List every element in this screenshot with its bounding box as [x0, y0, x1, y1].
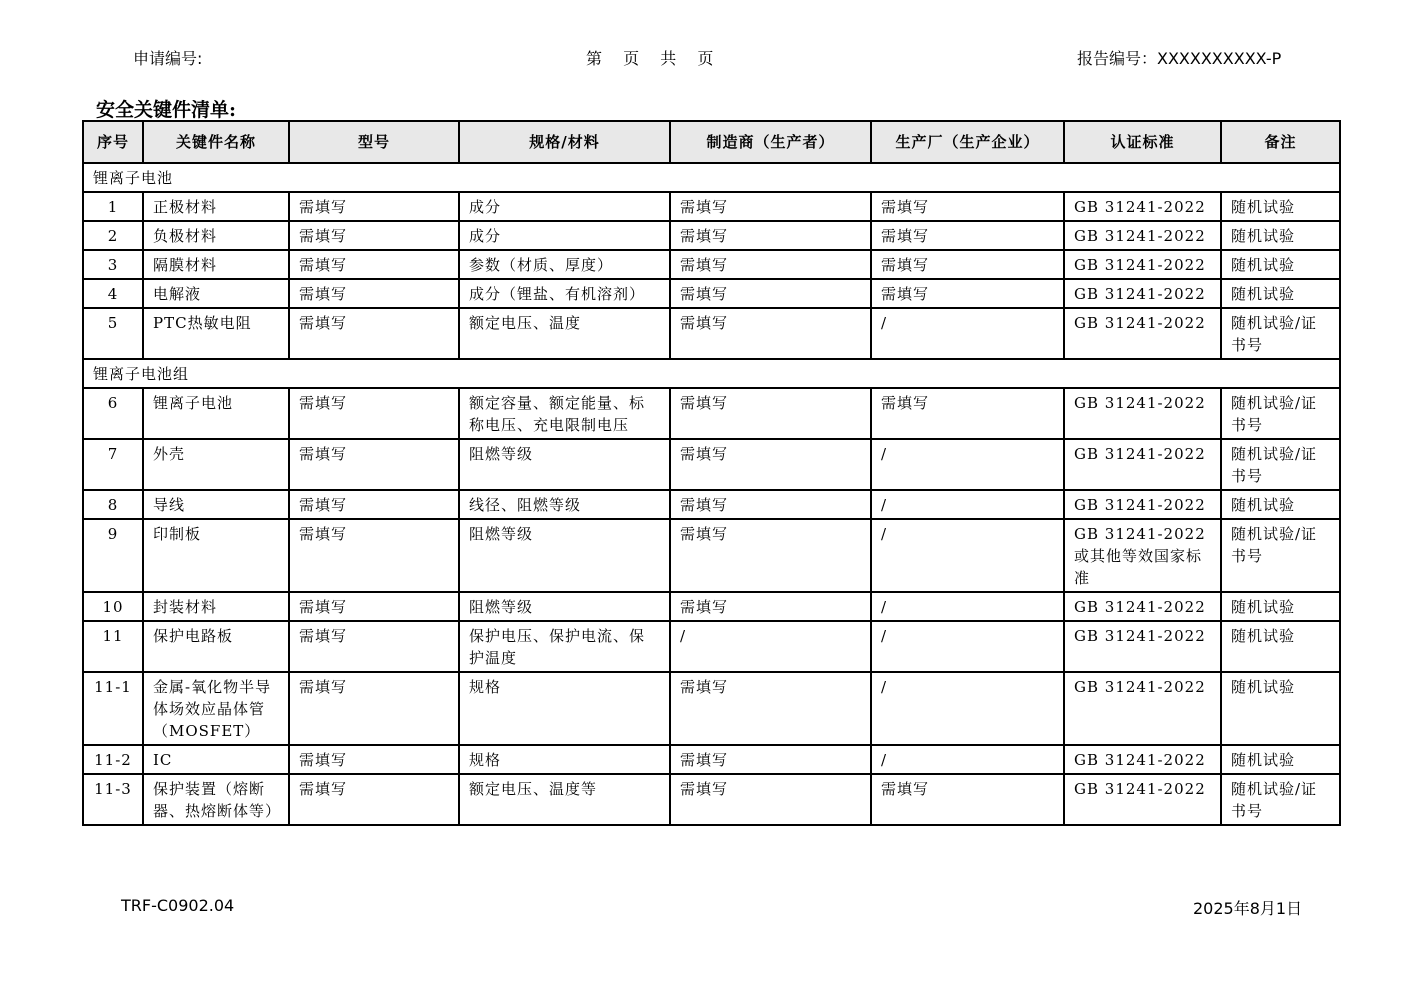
manufacturer-cell: 需填写: [670, 250, 871, 279]
factory-cell: 需填写: [871, 192, 1064, 221]
column-header: 认证标准: [1064, 121, 1221, 163]
manufacturer-cell: 需填写: [670, 279, 871, 308]
standard-cell: GB 31241-2022: [1064, 439, 1221, 490]
factory-cell: /: [871, 592, 1064, 621]
note-cell: 随机试验: [1221, 192, 1340, 221]
model-cell: 需填写: [289, 221, 459, 250]
footer-date: 2025年8月1日: [1193, 899, 1303, 918]
report-number: 报告编号：XXXXXXXXXX-P: [1077, 49, 1282, 68]
manufacturer-cell: 需填写: [670, 519, 871, 592]
spec-cell: 成分: [459, 221, 670, 250]
component-name: 锂离子电池: [143, 388, 289, 439]
table-row: [83, 250, 1340, 279]
factory-cell: /: [871, 672, 1064, 745]
component-name: IC: [143, 745, 289, 774]
standard-cell: GB 31241-2022: [1064, 774, 1221, 825]
component-name: 金属-氧化物半导体场效应晶体管（MOSFET）: [143, 672, 289, 745]
standard-cell: GB 31241-2022: [1064, 745, 1221, 774]
standard-cell: GB 31241-2022或其他等效国家标准: [1064, 519, 1221, 592]
page-part: 第: [586, 49, 603, 68]
spec-cell: 阻燃等级: [459, 519, 670, 592]
manufacturer-cell: 需填写: [670, 490, 871, 519]
spec-cell: 保护电压、保护电流、保护温度: [459, 621, 670, 672]
table-header-row: [83, 121, 1340, 163]
model-cell: 需填写: [289, 388, 459, 439]
group-label: 锂离子电池: [83, 163, 1340, 192]
row-number: 8: [83, 490, 143, 519]
row-number: 7: [83, 439, 143, 490]
factory-cell: 需填写: [871, 774, 1064, 825]
row-number: 11-2: [83, 745, 143, 774]
row-number: 2: [83, 221, 143, 250]
model-cell: 需填写: [289, 621, 459, 672]
manufacturer-cell: 需填写: [670, 192, 871, 221]
table-row: [83, 279, 1340, 308]
page-indicator: [586, 48, 729, 70]
standard-cell: GB 31241-2022: [1064, 672, 1221, 745]
spec-cell: 规格: [459, 745, 670, 774]
component-name: 负极材料: [143, 221, 289, 250]
manufacturer-cell: 需填写: [670, 439, 871, 490]
row-number: 11-3: [83, 774, 143, 825]
component-name: 正极材料: [143, 192, 289, 221]
manufacturer-cell: 需填写: [670, 774, 871, 825]
column-header: 型号: [289, 121, 459, 163]
spec-cell: 成分: [459, 192, 670, 221]
table-row: [83, 774, 1340, 825]
column-header: 备注: [1221, 121, 1340, 163]
table-row: [83, 490, 1340, 519]
manufacturer-cell: 需填写: [670, 745, 871, 774]
spec-cell: 规格: [459, 672, 670, 745]
standard-cell: GB 31241-2022: [1064, 592, 1221, 621]
component-name: 外壳: [143, 439, 289, 490]
standard-cell: GB 31241-2022: [1064, 279, 1221, 308]
component-name: 印制板: [143, 519, 289, 592]
row-number: 5: [83, 308, 143, 359]
model-cell: 需填写: [289, 490, 459, 519]
table-row: [83, 519, 1340, 592]
table-row: [83, 192, 1340, 221]
factory-cell: /: [871, 490, 1064, 519]
model-cell: 需填写: [289, 774, 459, 825]
spec-cell: 额定电压、温度等: [459, 774, 670, 825]
factory-cell: 需填写: [871, 221, 1064, 250]
key-components-table: [82, 120, 1341, 826]
note-cell: 随机试验/证书号: [1221, 388, 1340, 439]
note-cell: 随机试验/证书号: [1221, 519, 1340, 592]
factory-cell: /: [871, 439, 1064, 490]
application-number-label: 申请编号:: [133, 49, 203, 68]
model-cell: 需填写: [289, 439, 459, 490]
standard-cell: GB 31241-2022: [1064, 221, 1221, 250]
row-number: 6: [83, 388, 143, 439]
standard-cell: GB 31241-2022: [1064, 621, 1221, 672]
model-cell: 需填写: [289, 745, 459, 774]
note-cell: 随机试验: [1221, 592, 1340, 621]
model-cell: 需填写: [289, 519, 459, 592]
table-row: [83, 672, 1340, 745]
table-row: [83, 221, 1340, 250]
component-name: PTC热敏电阻: [143, 308, 289, 359]
group-row: [83, 359, 1340, 388]
model-cell: 需填写: [289, 672, 459, 745]
page-part: 页: [697, 49, 714, 68]
table-row: [83, 621, 1340, 672]
standard-cell: GB 31241-2022: [1064, 192, 1221, 221]
spec-cell: 线径、阻燃等级: [459, 490, 670, 519]
standard-cell: GB 31241-2022: [1064, 388, 1221, 439]
manufacturer-cell: 需填写: [670, 388, 871, 439]
model-cell: 需填写: [289, 592, 459, 621]
manufacturer-cell: 需填写: [670, 221, 871, 250]
note-cell: 随机试验/证书号: [1221, 774, 1340, 825]
component-name: 电解液: [143, 279, 289, 308]
spec-cell: 参数（材质、厚度）: [459, 250, 670, 279]
note-cell: 随机试验: [1221, 279, 1340, 308]
group-row: [83, 163, 1340, 192]
form-number: TRF-C0902.04: [121, 896, 235, 915]
page-part: 页: [623, 49, 640, 68]
component-name: 导线: [143, 490, 289, 519]
model-cell: 需填写: [289, 308, 459, 359]
note-cell: 随机试验: [1221, 490, 1340, 519]
component-name: 隔膜材料: [143, 250, 289, 279]
column-header: 规格/材料: [459, 121, 670, 163]
row-number: 10: [83, 592, 143, 621]
standard-cell: GB 31241-2022: [1064, 308, 1221, 359]
spec-cell: 额定容量、额定能量、标称电压、充电限制电压: [459, 388, 670, 439]
row-number: 11: [83, 621, 143, 672]
row-number: 1: [83, 192, 143, 221]
row-number: 4: [83, 279, 143, 308]
spec-cell: 成分（锂盐、有机溶剂）: [459, 279, 670, 308]
note-cell: 随机试验: [1221, 672, 1340, 745]
table-row: [83, 592, 1340, 621]
note-cell: 随机试验: [1221, 250, 1340, 279]
manufacturer-cell: 需填写: [670, 672, 871, 745]
column-header: 关键件名称: [143, 121, 289, 163]
standard-cell: GB 31241-2022: [1064, 250, 1221, 279]
note-cell: 随机试验: [1221, 745, 1340, 774]
spec-cell: 阻燃等级: [459, 439, 670, 490]
row-number: 11-1: [83, 672, 143, 745]
factory-cell: /: [871, 308, 1064, 359]
model-cell: 需填写: [289, 250, 459, 279]
factory-cell: /: [871, 621, 1064, 672]
row-number: 3: [83, 250, 143, 279]
page-part: 共: [660, 49, 677, 68]
standard-cell: GB 31241-2022: [1064, 490, 1221, 519]
manufacturer-cell: 需填写: [670, 308, 871, 359]
factory-cell: /: [871, 745, 1064, 774]
factory-cell: 需填写: [871, 250, 1064, 279]
model-cell: 需填写: [289, 192, 459, 221]
table-row: [83, 439, 1340, 490]
component-name: 封装材料: [143, 592, 289, 621]
section-title: 安全关键件清单:: [96, 99, 237, 121]
note-cell: 随机试验: [1221, 221, 1340, 250]
column-header: 序号: [83, 121, 143, 163]
component-name: 保护装置（熔断器、热熔断体等）: [143, 774, 289, 825]
factory-cell: /: [871, 519, 1064, 592]
column-header: 制造商（生产者）: [670, 121, 871, 163]
group-label: 锂离子电池组: [83, 359, 1340, 388]
row-number: 9: [83, 519, 143, 592]
model-cell: 需填写: [289, 279, 459, 308]
table-body: [83, 163, 1340, 825]
table-row: [83, 745, 1340, 774]
factory-cell: 需填写: [871, 279, 1064, 308]
component-name: 保护电路板: [143, 621, 289, 672]
table-row: [83, 308, 1340, 359]
spec-cell: 阻燃等级: [459, 592, 670, 621]
column-header: 生产厂（生产企业）: [871, 121, 1064, 163]
note-cell: 随机试验: [1221, 621, 1340, 672]
spec-cell: 额定电压、温度: [459, 308, 670, 359]
note-cell: 随机试验/证书号: [1221, 439, 1340, 490]
factory-cell: 需填写: [871, 388, 1064, 439]
note-cell: 随机试验/证书号: [1221, 308, 1340, 359]
manufacturer-cell: /: [670, 621, 871, 672]
table-row: [83, 388, 1340, 439]
manufacturer-cell: 需填写: [670, 592, 871, 621]
